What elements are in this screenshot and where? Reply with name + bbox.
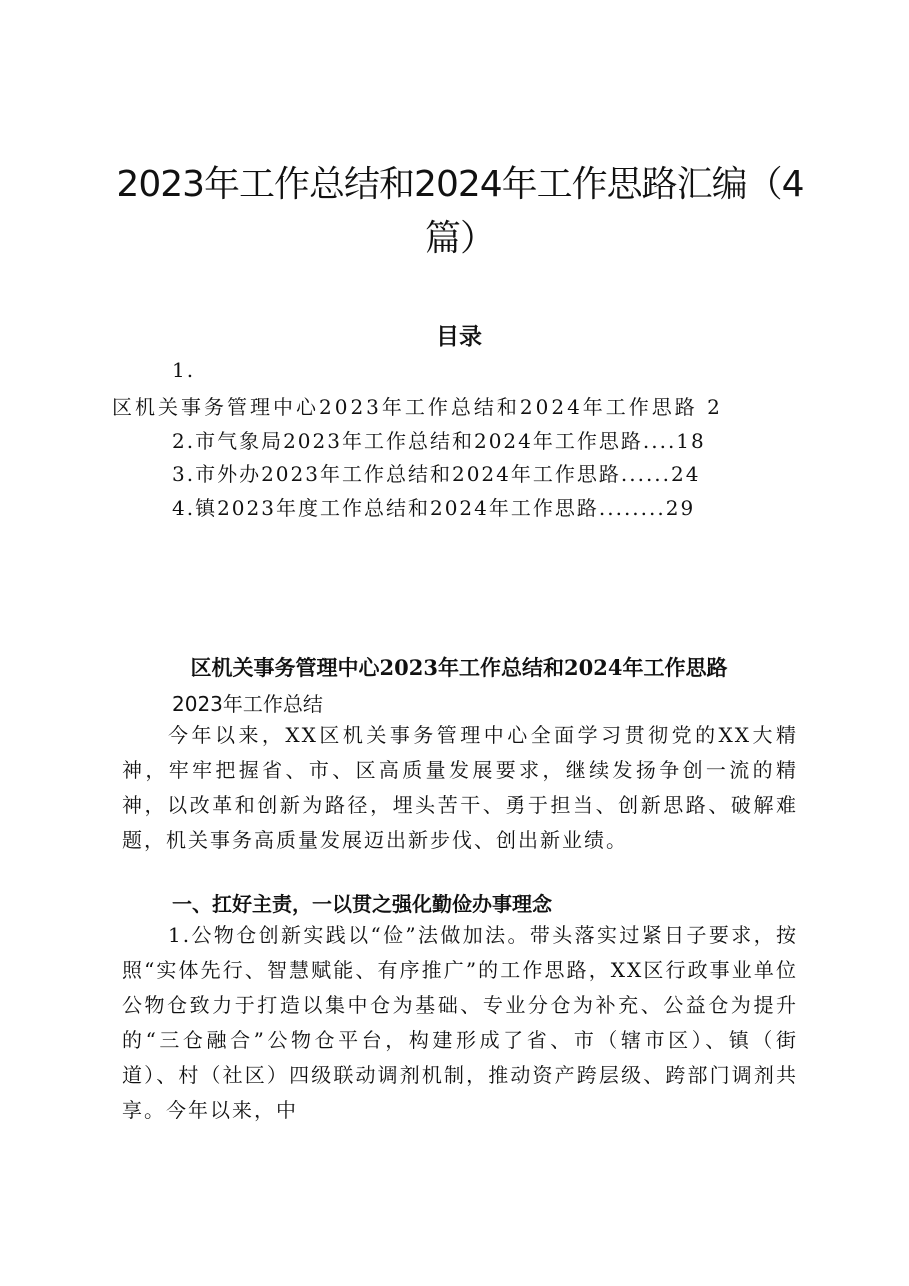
document-title: 2023年工作总结和2024年工作思路汇编（4篇） xyxy=(116,164,804,259)
toc-item-1-number[interactable]: 1. xyxy=(172,358,196,382)
toc-item-3[interactable]: 3.市外办2023年工作总结和2024年工作思路......24 xyxy=(172,462,701,486)
section-subtitle: 2023年工作总结 xyxy=(172,692,323,716)
toc-item-1[interactable]: 区机关事务管理中心2023年工作总结和2024年工作思路 2 xyxy=(112,395,723,419)
toc-item-2[interactable]: 2.市气象局2023年工作总结和2024年工作思路....18 xyxy=(172,429,706,453)
heading-1: 一、扛好主责，一以贯之强化勤俭办事理念 xyxy=(172,892,552,916)
intro-paragraph: 今年以来，XX区机关事务管理中心全面学习贯彻党的XX大精神，牢牢把握省、市、区高质量发展要求，继续发扬争创一流的精神，以改革和创新为路径，埋头苦干、勇于担当、创新思路、破解难题，机关事务高质量发展迈出新步伐、创出新业绩。 xyxy=(122,723,798,852)
toc-item-4[interactable]: 4.镇2023年度工作总结和2024年工作思路........29 xyxy=(172,496,696,520)
toc-heading: 目录 xyxy=(436,324,482,350)
section-title: 区机关事务管理中心2023年工作总结和2024年工作思路 xyxy=(190,655,728,680)
paragraph-1: 1.公物仓创新实践以“俭”法做加法。带头落实过紧日子要求，按照“实体先行、智慧赋能、有序推广”的工作思路，XX区行政事业单位公物仓致力于打造以集中仓为基础、专业分仓为补充、公益仓为提升的“三仓融合”公物仓平台，构建形成了省、市（辖市区）、镇（街道）、村（社区）四级联动调剂机制，推动资产跨层级、跨部门调剂共享。今年以来，中 xyxy=(122,923,798,1122)
